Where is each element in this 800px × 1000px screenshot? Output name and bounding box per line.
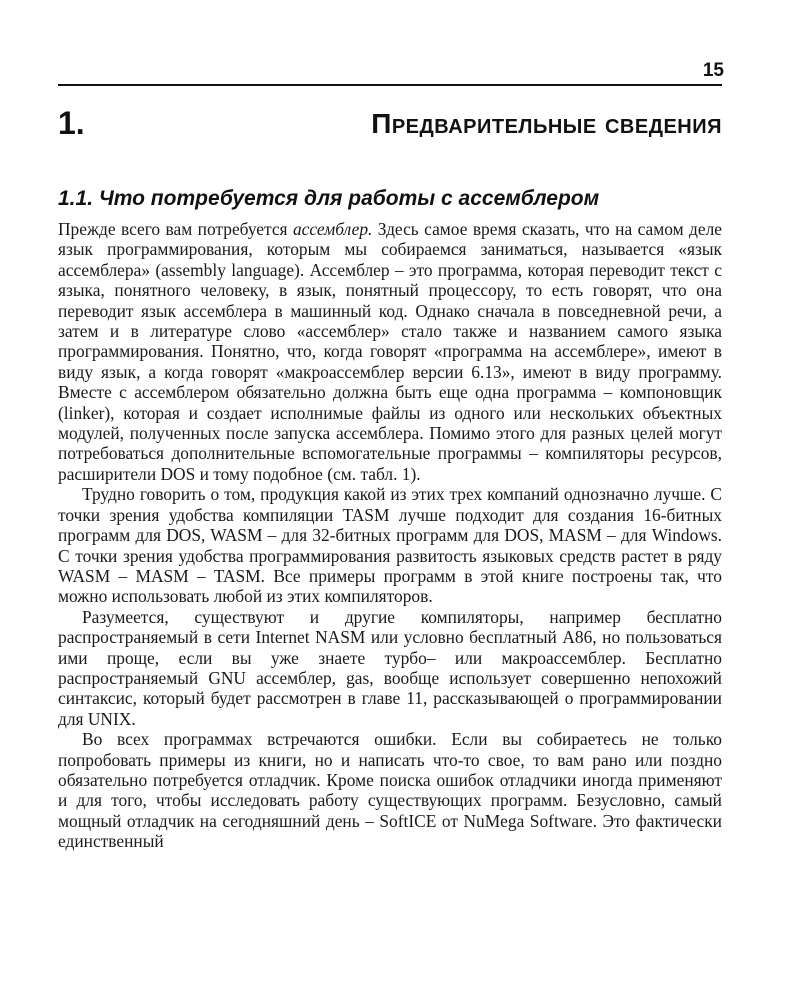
paragraph: Трудно говорить о том, продукция какой из этих трех компаний однозначно лучше. С точки зрения удобства компиляции TASM лучше подходит для создания 16-битных программ для DOS, WASM – для 32-битных программ для DOS, MASM – для Windows. С точки зрения удобства программирования развитость языковых средств растет в ряду WASM – MASM – TASM. Все примеры программ в этой книге построены так, что можно использовать любой из этих компиляторов. <box>58 484 722 607</box>
header-rule <box>58 84 722 86</box>
section-title: 1.1. Что потребуется для работы с ассемблером <box>58 187 600 210</box>
paragraph: Разумеется, существуют и другие компиляторы, например бесплатно распространяемый в сети Internet NASM или условно бесплатный A86, но пользоваться ими проще, если вы уже знаете турбо– или макроассемблер. Бесплатно распространяемый GNU ассемблер, gas, вообще использует совершенно непохожий синтаксис, который будет рассмотрен в главе 11, рассказывающей о программировании для UNIX. <box>58 606 722 729</box>
chapter-number: 1. <box>58 105 85 141</box>
page-number: 15 <box>702 60 724 81</box>
paragraph-text: Прежде всего вам потребуется <box>58 219 293 239</box>
body-text <box>58 219 722 852</box>
chapter-title: Предварительные сведения <box>371 108 722 139</box>
paragraph-text: Здесь самое время сказать, что на самом деле язык программирования, которым мы собираемся заниматься, называется «язык ассемблера» (assembly language). Ассемблер – это программа, которая переводит текст с языка, понятного человеку, в язык, понятный процессору, то есть говорят, что она переводит язык ассемблера в машинный код. Однако сначала в повседневной речи, а затем и в литературе слово «ассемблер» стало также и названием самого языка программирования. Понятно, что, когда говорят «программа на ассемблере», имеют в виду язык, а когда говорят «макроассемблер версии 6.13», имеют в виду программу. Вместе с ассемблером обязательно должна быть еще одна программа – компоновщик (linker), которая и создает исполнимые файлы из одного или нескольких объектных модулей, полученных после запуска ассемблера. Помимо этого для разных целей могут потребоваться дополнительные вспомогательные программы – компиляторы ресурсов, расширители DOS и тому подобное (см. табл. 1). <box>58 219 722 484</box>
paragraph <box>58 219 722 484</box>
paragraph: Во всех программах встречаются ошибки. Если вы собираетесь не только попробовать примеры из книги, но и написать что-то свое, то вам рано или поздно обязательно потребуется отладчик. Кроме поиска ошибок отладчики иногда применяют и для того, чтобы исследовать работу существующих программ. Безусловно, самый мощный отладчик на сегодняшний день – SoftICE от NuMega Software. Это фактически единственный <box>58 729 722 852</box>
emphasis-term: ассемблер. <box>292 219 373 239</box>
